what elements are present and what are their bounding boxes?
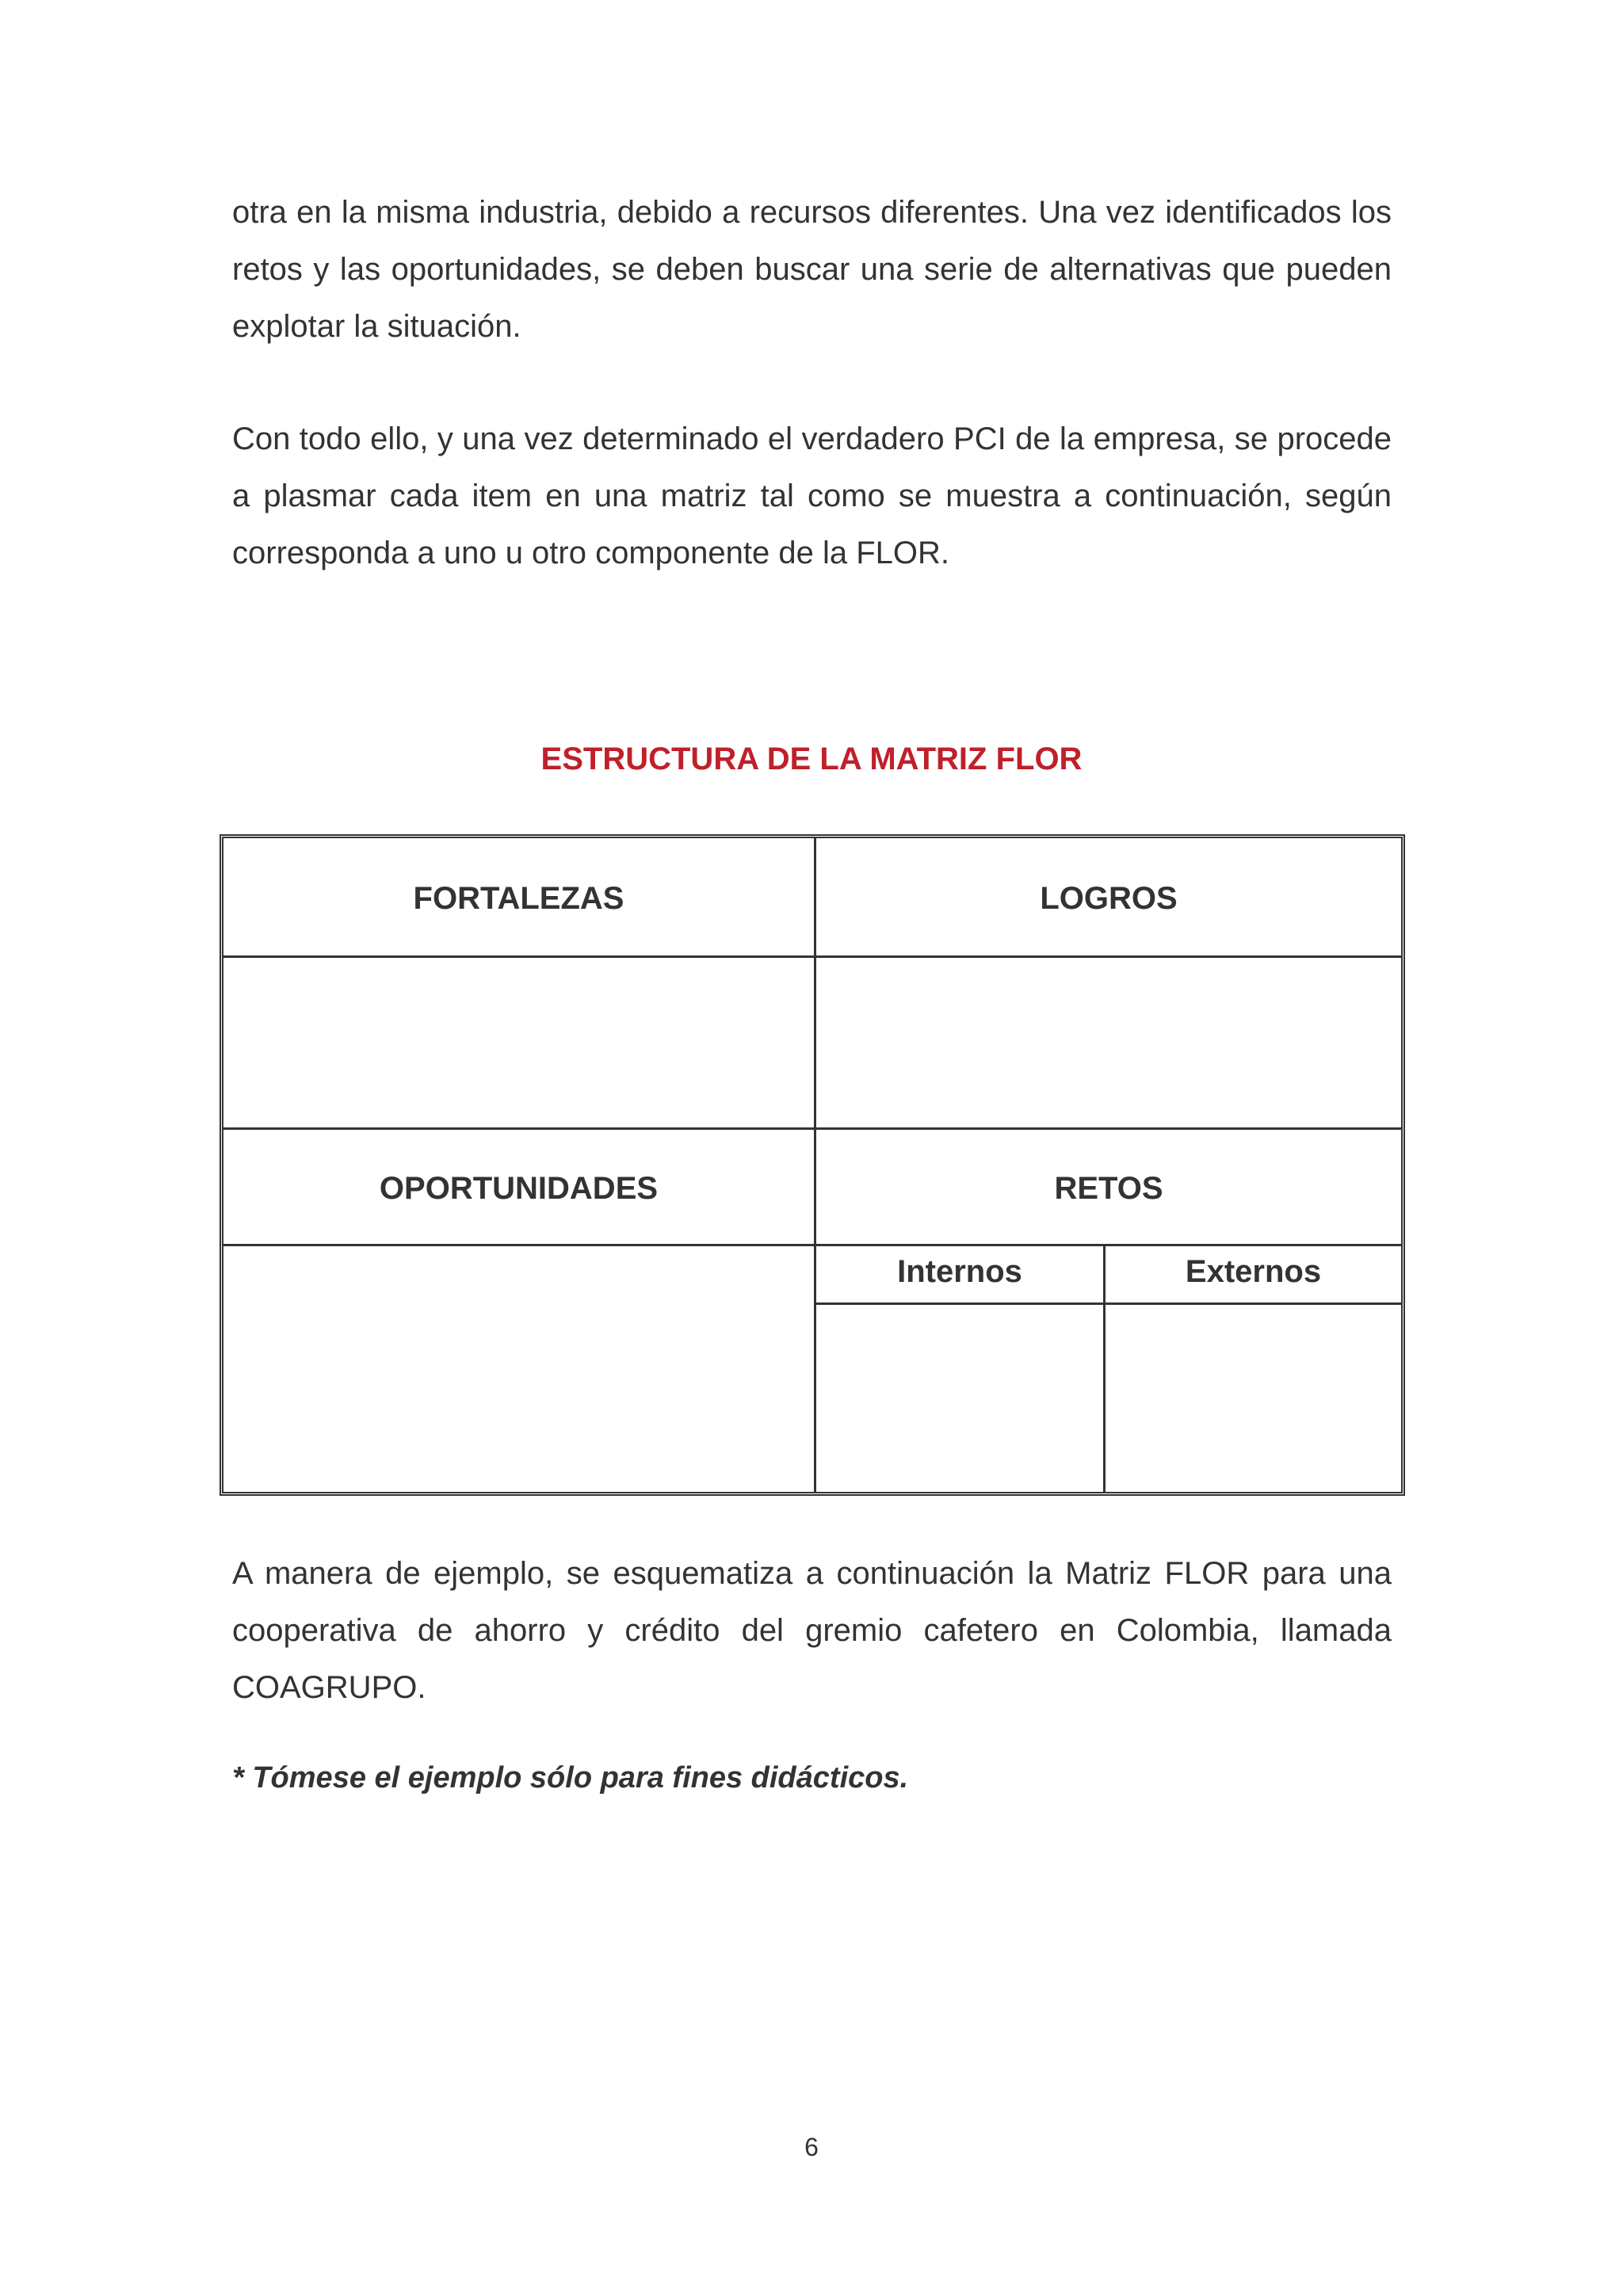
body-paragraph-1: otra en la misma industria, debido a recursos diferentes. Una vez identificados los retos y las oportunidades, se deben buscar una serie de alternativas que pueden explotar la situación. — [232, 195, 1392, 344]
flor-matrix — [220, 834, 1405, 1496]
externos-subheader: Externos — [1185, 1254, 1322, 1289]
fortalezas-header: FORTALEZAS — [413, 881, 624, 916]
body-paragraph-2: Con todo ello, y una vez determinado el verdadero PCI de la empresa, se procede a plasmar cada item en una matriz tal como se muestra a continuación, según corresponda a uno u otro componente de la FLOR. — [232, 421, 1392, 570]
retos-header: RETOS — [1054, 1171, 1163, 1206]
page-number: 6 — [804, 2133, 819, 2161]
oportunidades-header: OPORTUNIDADES — [379, 1171, 659, 1206]
matrix-header-divider-bottom — [223, 1244, 1401, 1246]
body-paragraph-3: A manera de ejemplo, se esquematiza a continuación la Matriz FLOR para una cooperativa de ahorro y crédito del gremio cafetero en Colombia, llamada COAGRUPO. — [232, 1556, 1392, 1705]
internos-subheader: Internos — [897, 1254, 1022, 1289]
matrix-title: ESTRUCTURA DE LA MATRIZ FLOR — [540, 742, 1083, 776]
logros-header: LOGROS — [1040, 881, 1178, 916]
matrix-middle-divider — [223, 1127, 1401, 1130]
didactic-note: * Tómese el ejemplo sólo para fines didácticos. — [232, 1761, 909, 1794]
matrix-center-divider — [814, 838, 816, 1492]
retos-subheader-divider — [814, 1302, 1401, 1305]
matrix-header-divider-top — [223, 955, 1401, 958]
